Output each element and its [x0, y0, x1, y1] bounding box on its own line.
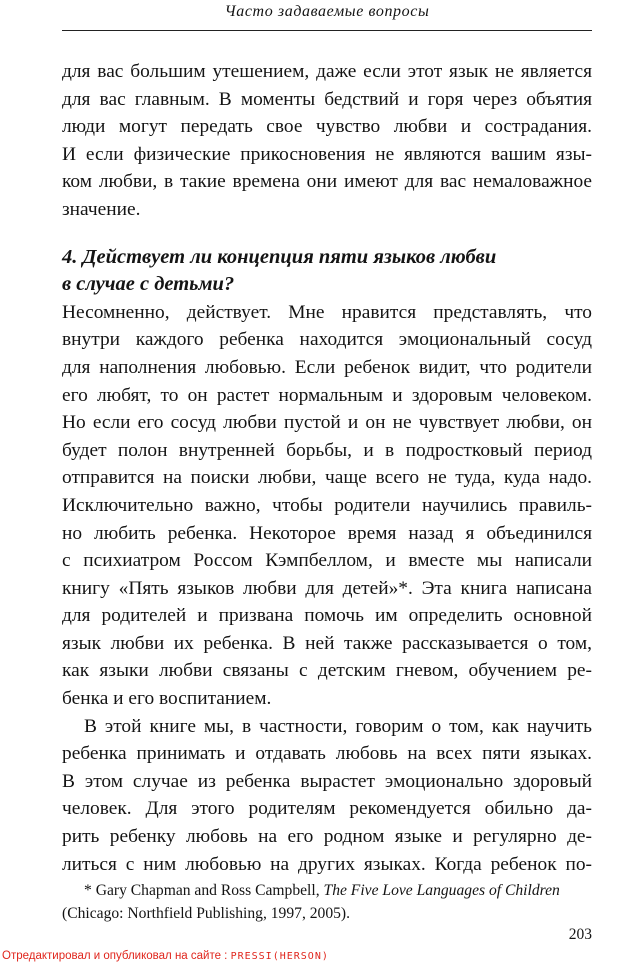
text-line: рить ребенку любовь на его родном языке и регулярно де-	[62, 826, 592, 848]
text-line: В этой книге мы, в частности, говорим о том, как научить	[84, 715, 592, 737]
paragraph-2	[62, 299, 592, 713]
paragraph-1	[62, 58, 592, 224]
text-line: ком любви, в такие времена они имеют для вас немаловажное	[62, 171, 592, 193]
text-line: для вас главным. В моменты бедствий и горя через объятия	[62, 88, 592, 110]
text-line: для наполнения любовью. Если ребенок видит, что родители	[62, 356, 592, 378]
footnote	[62, 879, 592, 925]
text-line: отправится на поиски любви, чаще всего не туда, куда надо.	[62, 467, 592, 489]
running-head	[62, 0, 592, 31]
credit-site: PRESSI(HERSON)	[230, 951, 329, 962]
footnote-title: The Five Love Languages of Children	[323, 882, 560, 899]
text-line: бенка и его воспитанием.	[62, 688, 272, 710]
text-line: ребенка принимать и отдавать любовь на всех пяти языках.	[62, 743, 592, 765]
text-line: для родителей и призвана помочь им определить основной	[62, 605, 592, 627]
text-line: человек. Для этого родителям рекомендуется обильно да-	[62, 798, 592, 820]
text-line: язык любви их ребенка. В ней также рассказывается о том,	[62, 632, 592, 654]
text-line: Исключительно важно, чтобы родители научились правиль-	[62, 494, 592, 516]
text-line: будет полон внутренней борьбы, и в подростковый период	[62, 439, 592, 461]
text-line: И если физические прикосновения не являются вашим язы-	[62, 143, 592, 165]
text-line: но любить ребенка. Некоторое время назад я объединился	[62, 522, 592, 544]
text-line: для вас большим утешением, даже если этот язык не является	[62, 61, 592, 82]
footnote-authors: Gary Chapman and Ross Campbell,	[95, 882, 324, 899]
text-line: его любят, то он растет нормальным и здоровым человеком.	[62, 384, 592, 406]
text-line: В этом случае из ребенка вырастет эмоционально здоровый	[62, 770, 592, 792]
heading-line: 4. Действует ли концепция пяти языков любви	[62, 245, 497, 268]
page-number: 203	[568, 926, 592, 943]
text-line: книгу «Пять языков любви для детей»*. Эта книга написана	[62, 577, 592, 599]
credit-watermark	[2, 950, 329, 962]
footnote-publisher: (Chicago: Northfield Publishing, 1997, 2005).	[62, 905, 351, 922]
footnote-line	[62, 879, 592, 902]
text-line: значение.	[62, 198, 141, 220]
text-line: с психиатром Россом Кэмпбеллом, и вместе мы написали	[62, 550, 592, 572]
text-line: Несомненно, действует. Мне нравится представлять, что	[62, 301, 592, 323]
text-line: люди могут передать свое чувство любви и сострадания.	[62, 116, 592, 138]
paragraph-3	[62, 713, 592, 879]
credit-text: Отредактировал и опубликовал на сайте :	[2, 950, 231, 962]
text-line: внутри каждого ребенка находится эмоциональный сосуд	[62, 329, 592, 351]
text-line: как языки любви связаны с детским гневом, обучением ре-	[62, 660, 592, 682]
body-text	[62, 58, 592, 878]
text-line: Но если его сосуд любви пустой и он не чувствует любви, он	[62, 412, 592, 434]
footnote-marker: *	[84, 882, 96, 899]
heading-line: в случае с детьми?	[62, 273, 235, 296]
running-head-title: Часто задаваемые вопросы	[224, 3, 430, 20]
text-line: литься с ним любовью на других языках. Когда ребенок по-	[62, 853, 592, 875]
section-heading	[62, 244, 592, 299]
